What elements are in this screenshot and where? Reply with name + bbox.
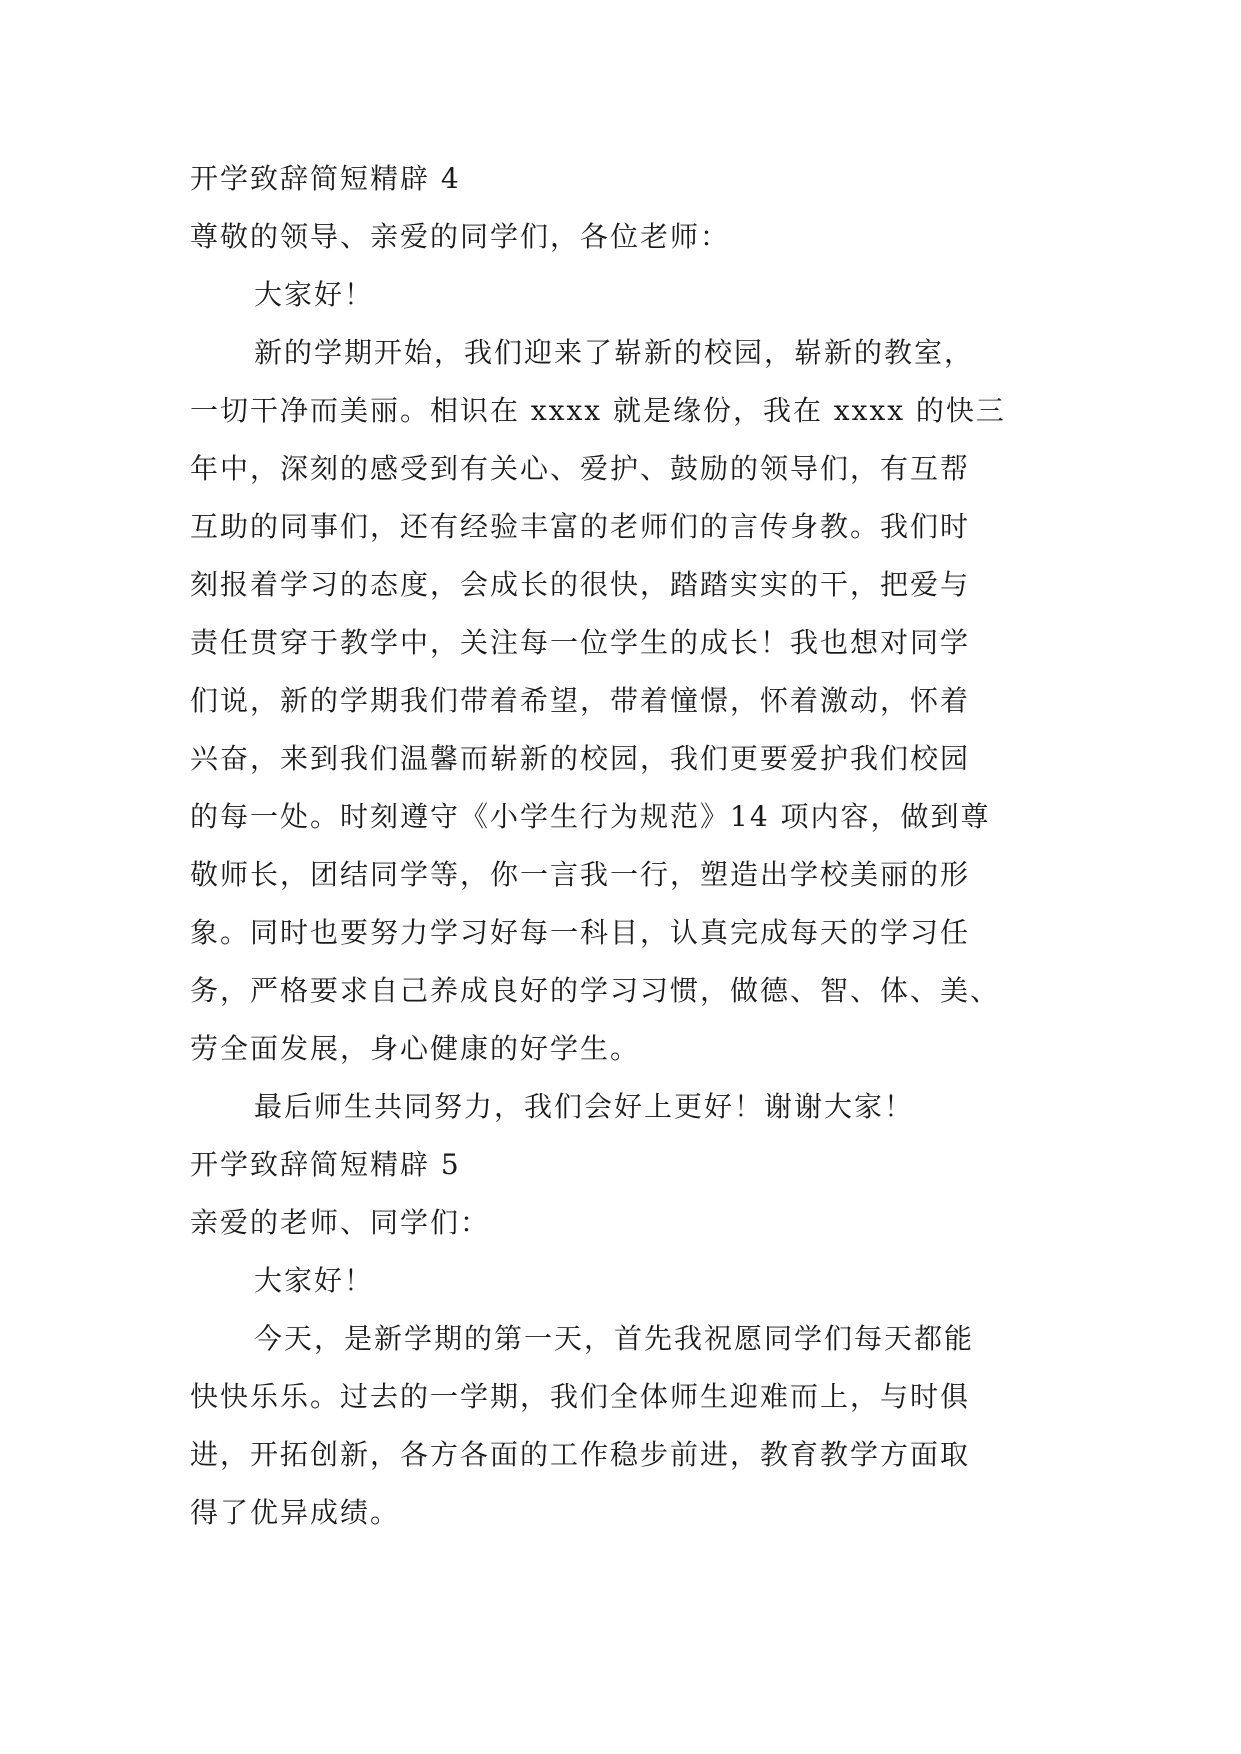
section-4-body-line: 敬师长，团结同学等，你一言我一行，塑造出学校美丽的形 <box>190 858 971 891</box>
section-5-body-line: 进，开拓创新，各方各面的工作稳步前进，教育教学方面取 <box>190 1438 971 1471</box>
document-content <box>190 150 1052 1542</box>
section-4-body-line: 兴奋，来到我们温馨而崭新的校园，我们更要爱护我们校园 <box>190 742 971 775</box>
section-4-body-line: 务，严格要求自己养成良好的学习习惯，做德、智、体、美、 <box>190 974 1001 1007</box>
section-5-salutation: 亲爱的老师、同学们： <box>190 1206 491 1239</box>
section-4-body-line: 责任贯穿于教学中，关注每一位学生的成长！我也想对同学 <box>190 626 971 659</box>
section-4-body-line: 象。同时也要努力学习好每一科目，认真完成每天的学习任 <box>190 916 971 949</box>
section-4-body-line: 刻报着学习的态度，会成长的很快，踏踏实实的干，把爱与 <box>190 568 971 601</box>
section-4-title: 开学致辞简短精辟 4 <box>190 162 461 195</box>
section-4-body-line: 新的学期开始，我们迎来了崭新的校园，崭新的教室， <box>254 336 975 369</box>
section-4-body-line: 的每一处。时刻遵守《小学生行为规范》14 项内容，做到尊 <box>190 800 991 833</box>
section-5-body-line: 快快乐乐。过去的一学期，我们全体师生迎难而上，与时俱 <box>190 1380 971 1413</box>
section-4-body-line: 互助的同事们，还有经验丰富的老师们的言传身教。我们时 <box>190 510 971 543</box>
section-5-hello: 大家好！ <box>254 1264 375 1297</box>
section-4-body-line: 们说，新的学期我们带着希望，带着憧憬，怀着激动，怀着 <box>190 684 971 717</box>
section-4-body-line: 劳全面发展，身心健康的好学生。 <box>190 1032 641 1065</box>
section-5-title: 开学致辞简短精辟 5 <box>190 1148 461 1181</box>
section-4-hello: 大家好！ <box>254 278 375 311</box>
section-5-body-line: 今天，是新学期的第一天，首先我祝愿同学们每天都能 <box>254 1322 975 1355</box>
section-4-body-line: 年中，深刻的感受到有关心、爱护、鼓励的领导们，有互帮 <box>190 452 971 485</box>
section-5-body-line: 得了优异成绩。 <box>190 1496 401 1529</box>
section-4-salutation: 尊敬的领导、亲爱的同学们，各位老师： <box>190 220 731 253</box>
section-4-closing: 最后师生共同努力，我们会好上更好！谢谢大家！ <box>254 1090 915 1123</box>
section-4-body-line: 一切干净而美丽。相识在 xxxx 就是缘份，我在 xxxx 的快三 <box>190 394 1006 427</box>
